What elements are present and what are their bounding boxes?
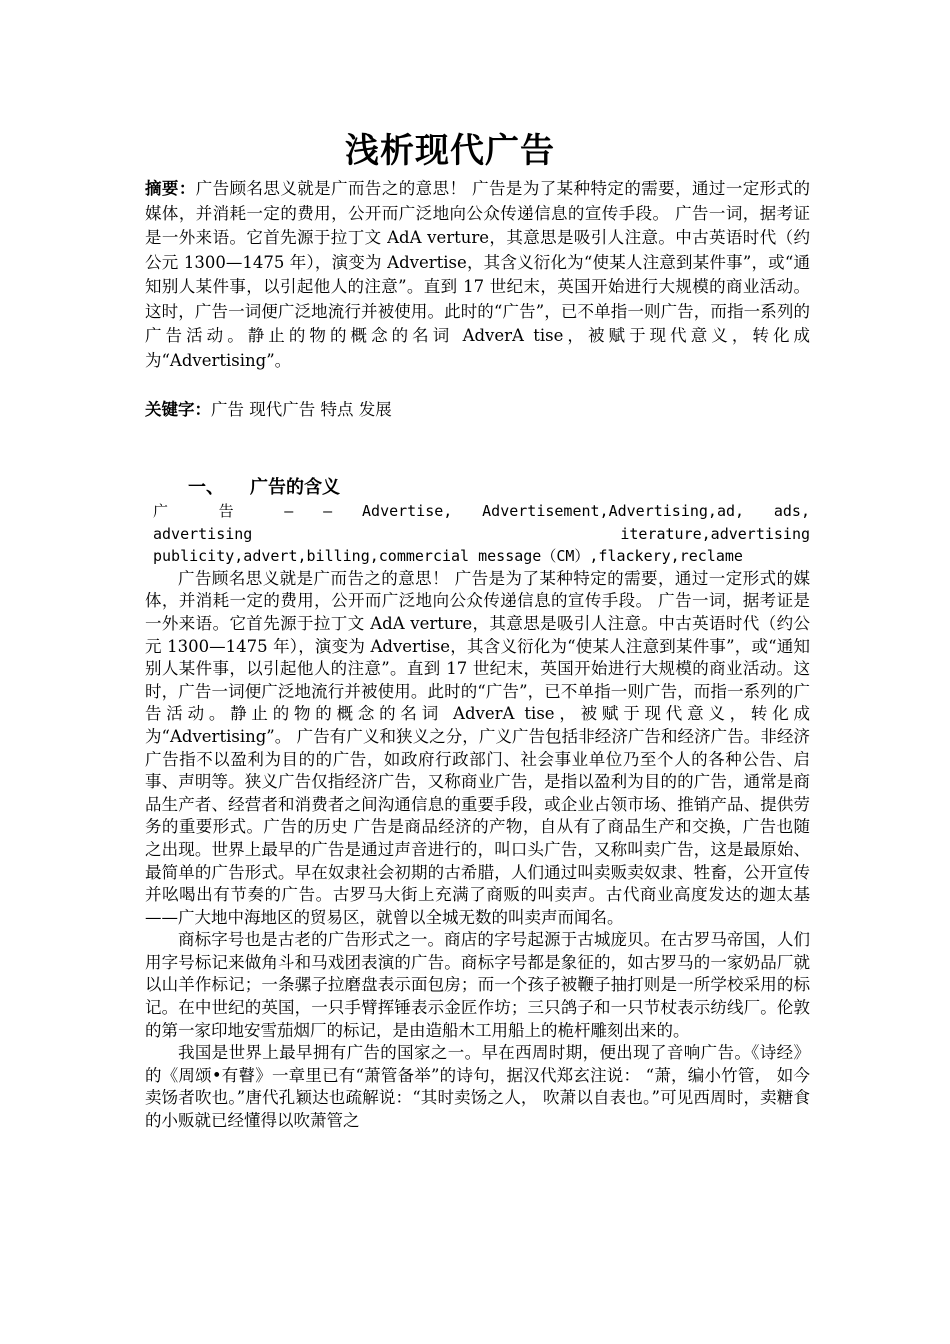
abstract [145, 177, 810, 373]
keywords [145, 398, 810, 423]
abstract-label: 摘要： [145, 179, 196, 198]
body-paragraph: 我国是世界上最早拥有广告的国家之一。早在西周时期，便出现了音响广告。《诗经》的《周颂•有瞽》一章里已有“萧管备举”的诗句，据汉代郑玄注说： “萧，编小竹管， 如今卖饧者吹也。”唐代孔颖达也疏解说：“其时卖饧之人， 吹萧以自表也。”可见西周时，卖糖食的小贩就已经懂得以吹萧管之 [145, 1043, 810, 1131]
keywords-text: 广告 现代广告 特点 发展 [211, 400, 392, 419]
terms-line: advertising iterature,advertising [153, 524, 810, 543]
section-heading [188, 476, 340, 500]
section-number: 一、 [188, 477, 224, 498]
body-paragraph: 商标字号也是古老的广告形式之一。商店的字号起源于古城庞贝。在古罗马帝国，人们用字号标记来做角斗和马戏团表演的广告。商标字号都是象征的，如古罗马的一家奶品厂就以山羊作标记；一条骡子拉磨盘表示面包房；而一个孩子被鞭子抽打则是一所学校采用的标记。在中世纪的英国，一只手臂挥锤表示金匠作坊；三只鸽子和一只节杖表示纺线厂。伦敦的第一家印地安雪茄烟厂的标记，是由造船木工用船上的桅杆雕刻出来的。 [145, 930, 810, 1040]
terms-line: publicity,advert,billing,commercial message（CM）,flackery,reclame [153, 547, 743, 566]
document-title: 浅析现代广告 [345, 131, 555, 171]
terms-line: 广 告 — — Advertise, Advertisement,Advertising,ad, ads, [153, 502, 810, 520]
keywords-label: 关键字： [145, 400, 211, 419]
body-paragraph: 广告顾名思义就是广而告之的意思！ 广告是为了某种特定的需要，通过一定形式的媒体，并消耗一定的费用，公开而广泛地向公众传递信息的宣传手段。 广告一词，据考证是一外来语。它首先源于拉丁文 AdA verture，其意思是吸引人注意。中古英语时代（约公元 1300—1475 年），演变为 Advertise，其含义衍化为“使某人注意到某件事”，或“通知别人某件事，以引起他人的注意”。直到 17 世纪末，英国开始进行大规模的商业活动。这时，广告一词便广泛地流行并被使用。此时的“广告”，已不单指一则广告，而指一系列的广告活动。静止的物的概念的名词 AdverA tise，被赋于现代意义，转化成为“Advertising”。 广告有广义和狭义之分，广义广告包括非经济广告和经济广告。非经济广告指不以盈利为目的的广告，如政府行政部门、社会事业单位乃至个人的各种公告、启事、声明等。狭义广告仅指经济广告，又称商业广告，是指以盈利为目的的广告，通常是商品生产者、经营者和消费者之间沟通信息的重要手段，或企业占领市场、推销产品、提供劳务的重要形式。广告的历史 广告是商品经济的产物，自从有了商品生产和交换，广告也随之出现。世界上最早的广告是通过声音进行的，叫口头广告，又称叫卖广告，这是最原始、最简单的广告形式。早在奴隶社会初期的古希腊，人们通过叫卖贩卖奴隶、牲畜，公开宣传并吆喝出有节奏的广告。古罗马大街上充满了商贩的叫卖声。古代商业高度发达的迦太基——广大地中海地区的贸易区，就曾以全城无数的叫卖声而闻名。 [145, 568, 810, 927]
section-title: 广告的含义 [250, 477, 340, 498]
abstract-text: 广告顾名思义就是广而告之的意思！ 广告是为了某种特定的需要，通过一定形式的媒体，并消耗一定的费用，公开而广泛地向公众传递信息的宣传手段。 广告一词，据考证是一外来语。它首先源于拉丁文 AdA verture，其意思是吸引人注意。中古英语时代（约公元 1300—1475 年），演变为 Advertise，其含义衍化为“使某人注意到某件事”，或“通知别人某件事，以引起他人的注意”。直到 17 世纪末，英国开始进行大规模的商业活动。这时，广告一词便广泛地流行并被使用。此时的“广告”，已不单指一则广告，而指一系列的广告活动。静止的物的概念的名词 AdverA tise，被赋于现代意义，转化成为“Advertising”。 [145, 179, 810, 370]
section-body [145, 500, 810, 1133]
